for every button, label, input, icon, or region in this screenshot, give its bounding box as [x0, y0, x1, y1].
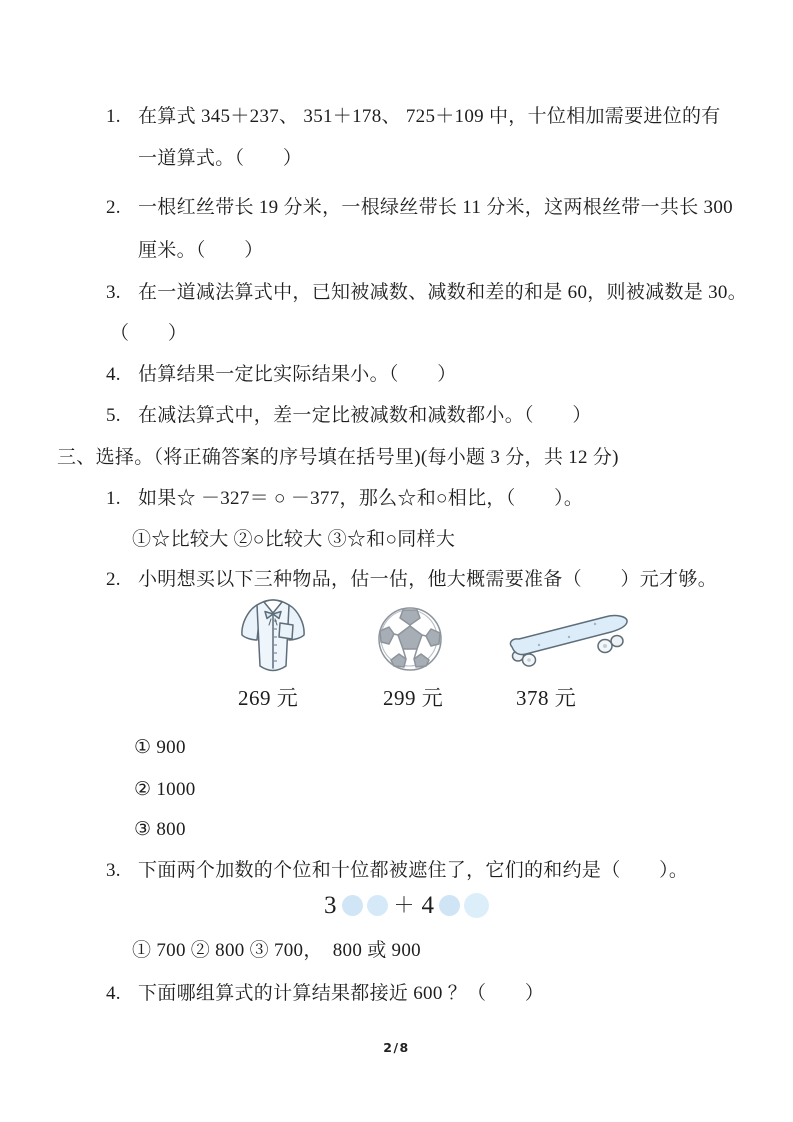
tf-q1-text-line2: 一道算式。（ ） [138, 148, 303, 169]
covered-digit-circle [439, 895, 460, 916]
tf-q2-number: 2. [106, 197, 121, 218]
price-label-skateboard: 378 元 [516, 686, 577, 710]
tf-q2-text-line1: 一根红丝带长 19 分米，一根绿丝带长 11 分米，这两根丝带一共长 300 [138, 197, 733, 218]
tf-q4-number: 4. [106, 364, 121, 385]
covered-digit-circle [464, 893, 489, 918]
choice-q2-option-2: ② 1000 [134, 779, 196, 800]
tf-q3-number: 3. [106, 282, 121, 303]
choice-q2-option-1: ① 900 [134, 737, 186, 758]
choice-q3-number: 3. [106, 860, 121, 881]
choice-q2-option-3: ③ 800 [134, 819, 186, 840]
tf-q1-number: 1. [106, 106, 121, 127]
page-number: 2/8 [383, 1040, 410, 1055]
choice-q1-options: ①☆比较大 ②○比较大 ③☆和○同样大 [132, 529, 456, 550]
tf-q5-number: 5. [106, 405, 121, 426]
choice-q3-options: ① 700 ② 800 ③ 700， 800 或 900 [132, 940, 421, 961]
choice-q3-text: 下面两个加数的个位和十位都被遮住了，它们的和约是（ ）。 [138, 860, 689, 881]
choice-q2-text: 小明想买以下三种物品，估一估，他大概需要准备（ ）元才够。 [138, 569, 718, 590]
plus-sign: ＋ [393, 893, 415, 917]
covered-digit-circle [342, 895, 363, 916]
tf-q2-text-line2: 厘米。（ ） [138, 240, 264, 261]
choice-q4-text: 下面哪组算式的计算结果都接近 600 ？（ ） [138, 983, 545, 1004]
tf-q3-text-line1: 在一道减法算式中，已知被减数、减数和差的和是 60，则被减数是 30。 [138, 282, 748, 303]
skateboard-icon [505, 610, 635, 672]
price-label-soccer-ball: 299 元 [383, 686, 444, 710]
section-three-header: 三、选择。（将正确答案的序号填在括号里)(每小题 3 分，共 12 分) [57, 447, 619, 468]
choice-q2-number: 2. [106, 569, 121, 590]
soccer-ball-icon [376, 606, 444, 672]
addend1-digit: 3 [324, 892, 337, 919]
choice-q1-number: 1. [106, 488, 121, 509]
tf-q3-text-line2: （ ） [110, 323, 188, 344]
addend2-digit: 4 [421, 892, 434, 919]
choice-q1-text: 如果☆ －327＝ ○ －377，那么☆和○相比，（ ）。 [138, 488, 584, 509]
covered-addition-expression [323, 893, 489, 918]
tf-q1-text-line1: 在算式 345＋237、 351＋178、 725＋109 中，十位相加需要进位的有 [138, 106, 721, 127]
choice-q4-number: 4. [106, 983, 121, 1004]
shirt-icon [233, 598, 313, 676]
price-label-shirt: 269 元 [238, 686, 299, 710]
covered-digit-circle [367, 895, 388, 916]
tf-q5-text: 在减法算式中，差一定比被减数和减数都小。（ ） [138, 405, 592, 426]
tf-q4-text: 估算结果一定比实际结果小。（ ） [138, 364, 457, 385]
